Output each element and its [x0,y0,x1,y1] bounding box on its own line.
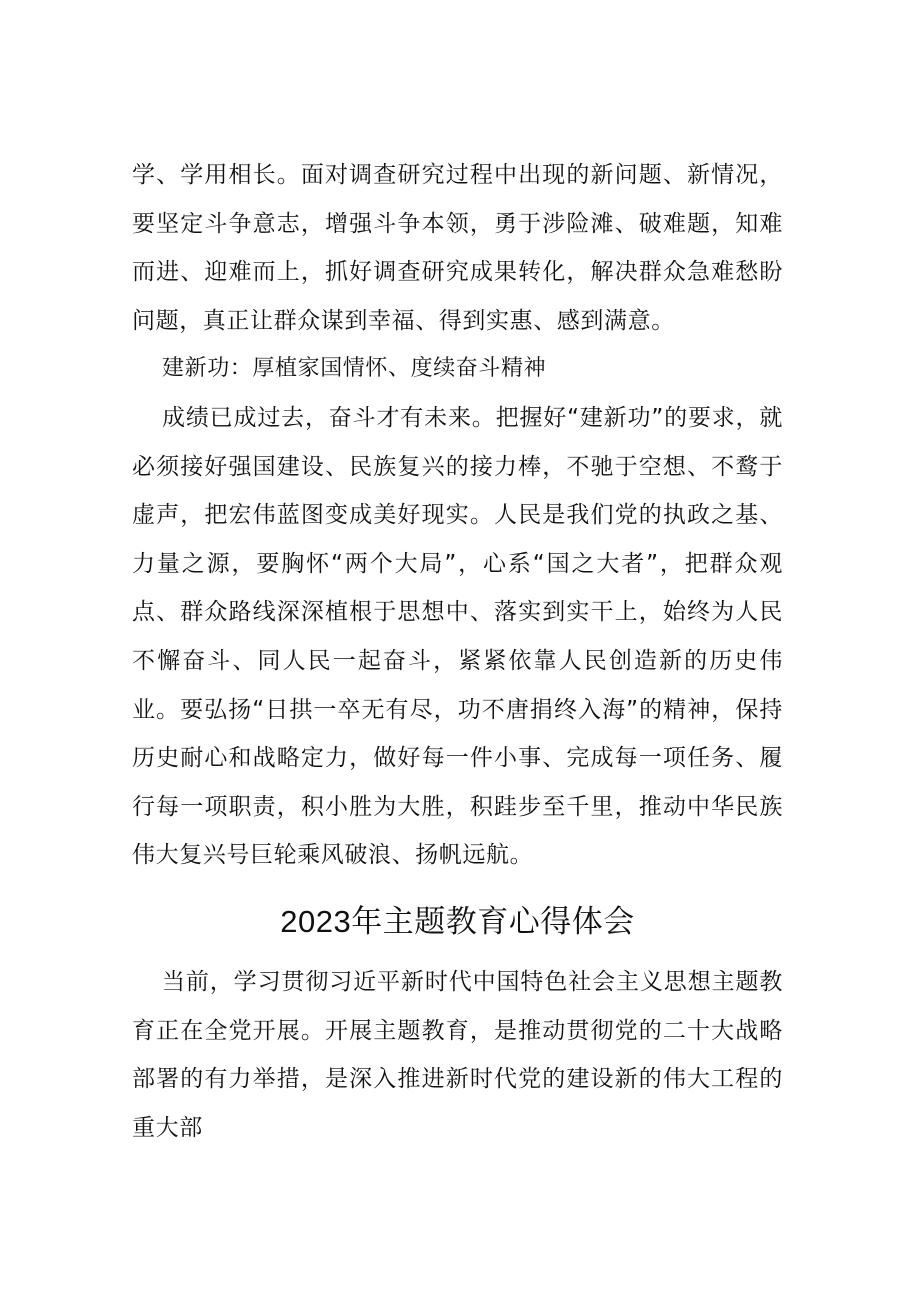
document-title: 2023年主题教育心得体会 [280,903,635,939]
document-body [132,151,783,1152]
paragraph-intro: 当前，学习贯彻习近平新时代中国特色社会主义思想主题教育正在全党开展。开展主题教育，是推动贯彻党的二十大战略部署的有力举措，是深入推进新时代党的建设新的伟大工程的重大部 [132,968,783,1141]
section-subheading: 建新功：厚植家国情怀、度续奋斗精神 [162,356,547,382]
paragraph-build-new-merit: 成绩已成过去，奋斗才有未来。把握好“建新功”的要求，就必须接好强国建设、民族复兴的接力棒，不驰于空想、不鹜于虚声，把宏伟蓝图变成美好现实。人民是我们党的执政之基、力量之源，要胸怀“两个大局”，心系“国之大者”，把群众观点、群众路线深深植根于思想中、落实到实干上，始终为人民不懈奋斗、同人民一起奋斗，紧紧依靠人民创造新的历史伟业。要弘扬“日拱一卒无有尽，功不唐捐终入海”的精神，保持历史耐心和战略定力，做好每一件小事、完成每一项任务、履行每一项职责，积小胜为大胜，积跬步至千里，推动中华民族伟大复兴号巨轮乘风破浪、扬帆远航。 [132,404,783,869]
paragraph-continuation: 学、学用相长。面对调查研究过程中出现的新问题、新情况，要坚定斗争意志，增强斗争本领，勇于涉险滩、破难题，知难而进、迎难而上，抓好调查研究成果转化，解决群众急难愁盼问题，真正让群众谋到幸福、得到实惠、感到满意。 [132,162,783,334]
